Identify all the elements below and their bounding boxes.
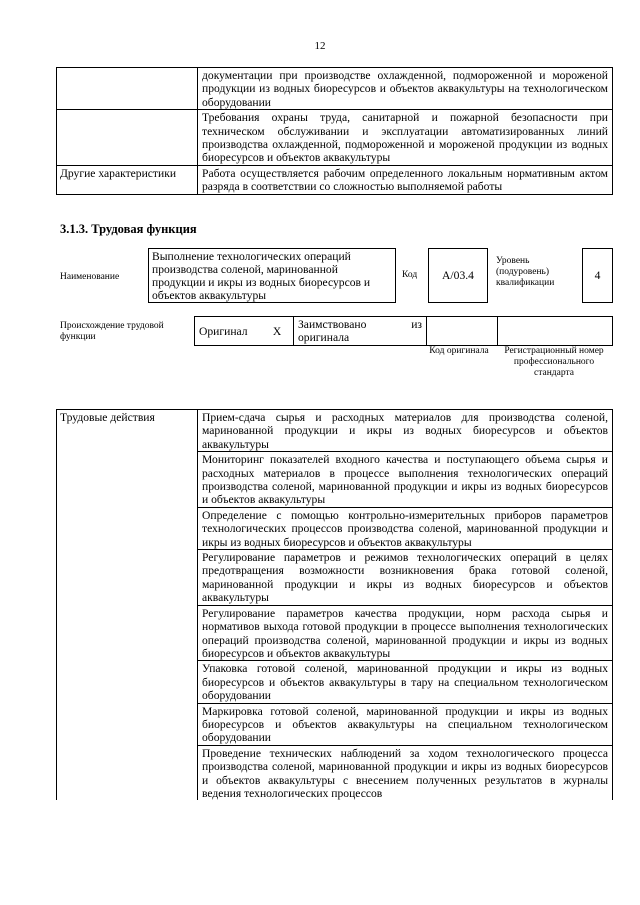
code-label: Код [402, 270, 418, 280]
row-label [57, 110, 198, 166]
original-label: Оригинал [195, 317, 262, 346]
action-item: Регулирование параметров и режимов технологических операций в целях предотвращения возможности возникновения брака готовой соленой, маринованной продукции и икры из водных биоресурсов и объектов аквакультуры [198, 550, 613, 606]
characteristics-table [56, 67, 613, 195]
function-name-box [148, 248, 396, 303]
table-row [57, 110, 613, 166]
table-row [57, 165, 613, 194]
row-label [57, 68, 198, 110]
action-item: Регулирование параметров качества продукции, норм расхода сырья и нормативов выхода готовой продукции в процессе выполнения технологических операций производства соленой, маринованной продукции и икры из водных биоресурсов и объектов аквакультуры [198, 605, 613, 661]
reg-number-caption: Регистрационный номер профессионального стандарта [504, 346, 604, 378]
row-text: документации при производстве охлажденной, подмороженной и мороженой продукции из водных биоресурсов и объектов аквакультуры на технологическом оборудовании [198, 68, 613, 110]
name-label: Наименование [60, 272, 120, 282]
section-title: 3.1.3. Трудовая функция [60, 222, 197, 236]
level-box [582, 248, 613, 303]
action-item: Маркировка готовой соленой, маринованной продукции и икры из водных биоресурсов и объектов аквакультуры на специальном технологическом оборудовании [198, 703, 613, 745]
action-item: Мониторинг показателей входного качества и поступающего объема сырья и расходных материалов в процессе выполнения технологических операций производства соленой, маринованной продукции и икры из водных биоресурсов и объектов аквакультуры [198, 452, 613, 508]
action-item: Прием-сдача сырья и расходных материалов для производства соленой, маринованной продукции и икры из водных биоресурсов и объектов аквакультуры [198, 410, 613, 452]
level-value: 4 [594, 269, 601, 282]
labor-actions-table [56, 409, 613, 800]
original-mark: X [261, 317, 294, 346]
origin-label: Происхождение трудовой функции [60, 321, 164, 342]
page-number: 12 [314, 40, 326, 52]
row-text: Требования охраны труда, санитарной и пожарной безопасности при техническом обслуживании и эксплуатации автоматизированных линий производства охлажденной, подмороженной и мороженой продукции из водных биоресурсов и объектов аквакультуры [198, 110, 613, 166]
table-row [57, 68, 613, 110]
actions-label: Трудовые действия [57, 410, 198, 801]
table-row [57, 410, 613, 452]
code-value: A/03.4 [442, 269, 474, 282]
borrowed-label: Заимствовано из оригинала [294, 317, 427, 346]
row-text: Работа осуществляется рабочим определенного локальным нормативным актом разряда в соответствии со сложностью выполняемой работы [198, 165, 613, 194]
row-label: Другие характеристики [57, 165, 198, 194]
code-original-cell [427, 317, 498, 346]
level-label: Уровень (подуровень) квалификации [496, 256, 555, 288]
function-name: Выполнение технологических операций производства соленой, маринованной продукции и икры из водных биоресурсов и объектов аквакультуры [152, 250, 371, 302]
action-item: Упаковка готовой соленой, маринованной продукции и икры из водных биоресурсов и объектов аквакультуры в тару на специальном технологическом оборудовании [198, 661, 613, 703]
reg-number-cell [498, 317, 613, 346]
code-box [428, 248, 488, 303]
action-item: Определение с помощью контрольно-измерительных приборов параметров технологических процессов производства соленой, маринованной продукции и икры из водных биоресурсов и объектов аквакультуры [198, 507, 613, 549]
origin-table [194, 316, 613, 346]
code-original-caption: Код оригинала [429, 346, 489, 356]
action-item: Проведение технических наблюдений за ходом технологического процесса производства соленой, маринованной продукции и икры из водных биоресурсов и объектов аквакультуры с внесением полученных результатов в журналы ведения технологических процессов [198, 745, 613, 800]
